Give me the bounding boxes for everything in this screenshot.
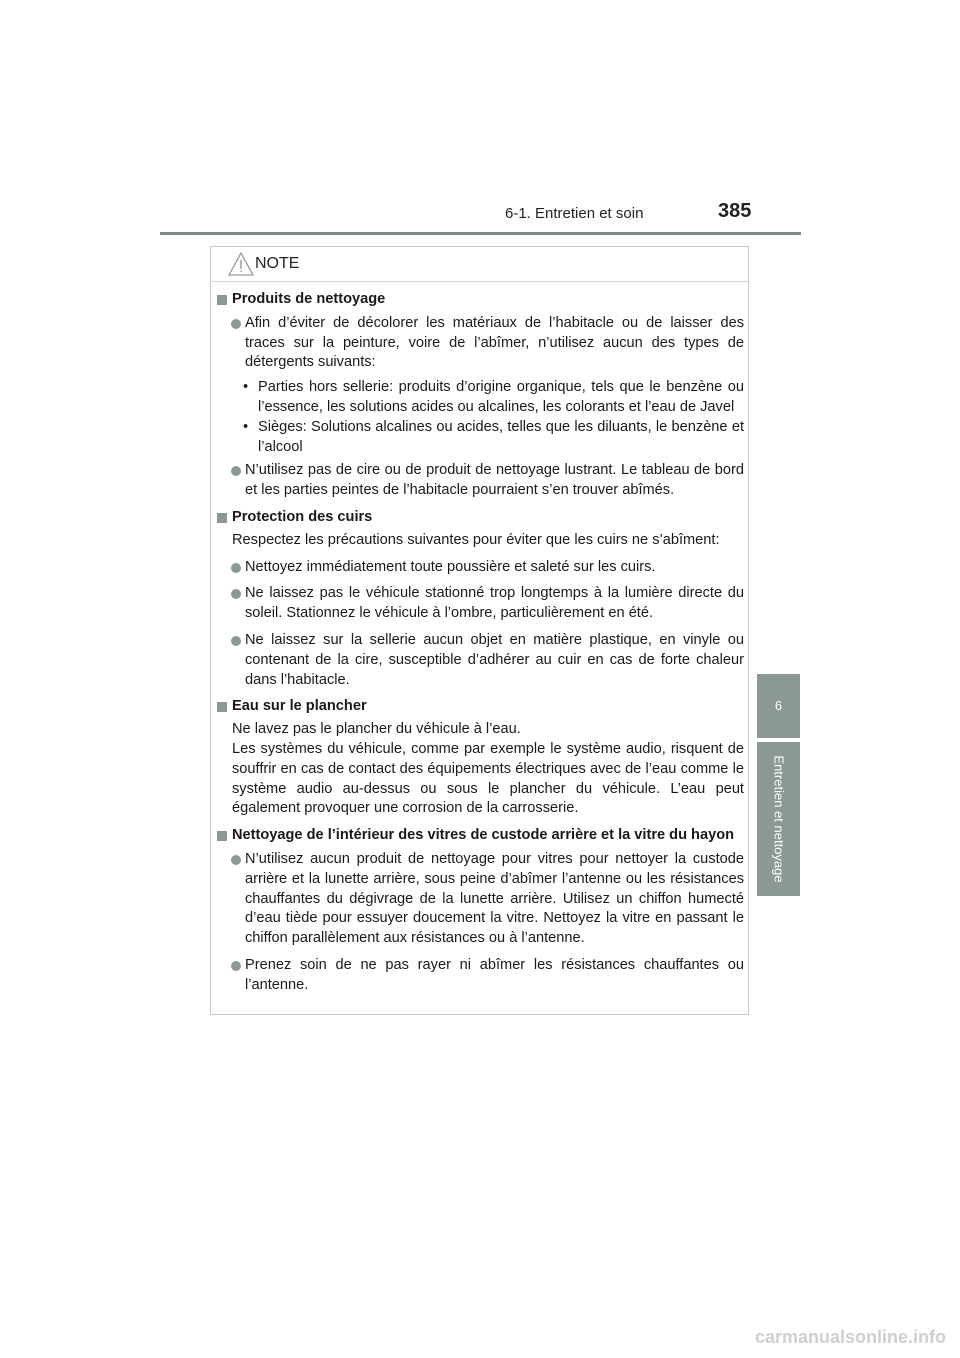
sub-list-item: • Parties hors sellerie: produits d’origine organique, tels que le benzène ou l’essence, les solutions acides ou alcalines, les colorants et l’eau de Javel [243,379,744,415]
list-item: Ne laissez sur la sellerie aucun objet en matière plastique, en vinyle ou contenant de la cire, susceptible d’adhérer au cuir en cas de forte chaleur dans l’habitacle. [216,631,744,690]
dot-marker-icon: • [243,418,249,435]
paragraph: Les systèmes du véhicule, comme par exemple le système audio, risquent de souffrir en cas de contact des équipements électriques avec de l’eau comme le système audio au-dessus ou sous le plancher du véhicule. L’eau peut également provoquer une corrosion de la carrosserie. [232,740,744,817]
note-body [216,287,744,996]
header-divider [160,232,801,235]
circle-bullet-icon [231,855,241,865]
note-box [210,246,749,1015]
square-bullet-icon [217,831,227,841]
list-item: Prenez soin de ne pas rayer ni abîmer les résistances chauffantes ou l’antenne. [216,956,744,996]
chapter-title: Entretien et nettoyage [771,755,786,883]
section-heading: Eau sur le plancher [216,697,744,717]
circle-bullet-icon [231,961,241,971]
circle-bullet-icon [231,466,241,476]
square-bullet-icon [217,702,227,712]
warning-icon [228,252,254,276]
list-item: N’utilisez pas de cire ou de produit de nettoyage lustrant. Le tableau de bord et les parties peintes de l’habitacle pourraient s’en trouver abîmés. [216,461,744,501]
chapter-title-tab [757,742,800,896]
circle-bullet-icon [231,589,241,599]
circle-bullet-icon [231,563,241,573]
page-number: 385 [718,200,752,222]
list-item: Ne laissez pas le véhicule stationné trop longtemps à la lumière directe du soleil. Stationnez le véhicule à l’ombre, particulièrement en été. [216,584,744,624]
note-header [211,247,748,282]
watermark: carmanualsonline.info [754,1327,946,1347]
section-heading: Produits de nettoyage [216,290,744,310]
list-item: Nettoyez immédiatement toute poussière et saleté sur les cuirs. [216,558,744,578]
circle-bullet-icon [231,636,241,646]
section-title: 6-1. Entretien et soin [505,205,644,222]
list-item: Afin d’éviter de décolorer les matériaux de l’habitacle ou de laisser des traces sur la peinture, voire de l’abîmer, n’utilisez aucun des types de détergents suivants: [216,314,744,373]
section-heading: Protection des cuirs [216,508,744,528]
square-bullet-icon [217,513,227,523]
dot-marker-icon: • [243,379,249,396]
chapter-number-tab: 6 [757,674,800,738]
section-intro: Respectez les précautions suivantes pour éviter que les cuirs ne s’abîment: [232,531,720,548]
note-title: NOTE [255,255,300,272]
section-heading: Nettoyage de l’intérieur des vitres de custode arrière et la vitre du hayon [216,826,744,846]
square-bullet-icon [217,295,227,305]
circle-bullet-icon [231,319,241,329]
sub-list-item: • Sièges: Solutions alcalines ou acides, telles que les diluants, le benzène et l’alcool [243,418,744,455]
paragraph: Ne lavez pas le plancher du véhicule à l’eau. [232,721,521,738]
list-item: N’utilisez aucun produit de nettoyage pour vitres pour nettoyer la custode arrière et la lunette arrière, sous peine d’abîmer l’antenne ou les résistances chauffantes du dégivrage de la lunette arrière. Utilisez un chiffon humecté d’eau tiède pour essuyer doucement la vitre. Nettoyez la vitre en passant le chiffon parallèlement aux résistances ou à l’antenne. [216,850,744,949]
